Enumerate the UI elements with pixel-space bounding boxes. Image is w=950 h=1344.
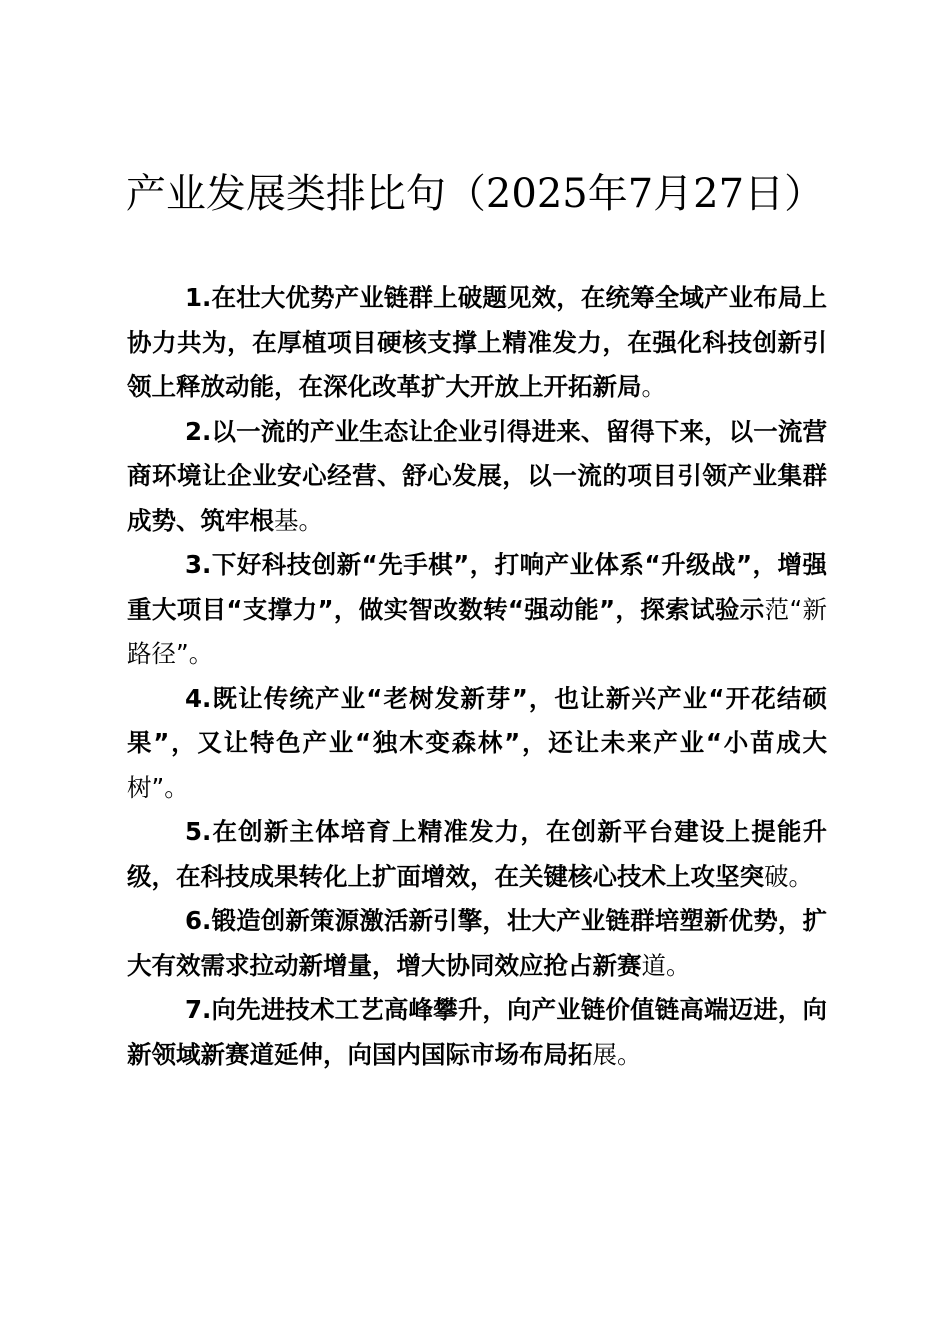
document-body: [127, 276, 827, 1077]
paragraph-tail: 破。: [764, 861, 813, 891]
paragraph-text: 下好科技创新“先手棋”，打响产业体系“升级战”，增强重大项目“支撑力”，做实智改数转“强动能”，探索试验示: [127, 550, 827, 624]
paragraph-number: 3.: [185, 550, 212, 579]
paragraph-number: 4.: [185, 683, 212, 713]
paragraph-number: 2.: [185, 416, 212, 446]
paragraph-text: 在创新主体培育上精准发力，在创新平台建设上提能升级，在科技成果转化上扩面增效，在关键核心技术上攻坚突: [127, 817, 827, 891]
paragraph-1: [127, 276, 827, 410]
paragraph-2: [127, 410, 827, 544]
paragraph-tail: 基。: [274, 505, 323, 535]
paragraph-number: 7.: [185, 995, 212, 1024]
paragraph-5: [127, 810, 827, 899]
paragraph-4: [127, 677, 827, 811]
paragraph-tail: 范“新路径”。: [127, 594, 828, 668]
paragraph-text: 既让传统产业“老树发新芽”，也让新兴产业“开花结硕果”，又让特色产业“独木变森林”，还让未来产业“小苗成大: [127, 683, 827, 757]
paragraph-text: 锻造创新策源激活新引擎，壮大产业链群培塑新优势，扩大有效需求拉动新增量，增大协同效应抢占新赛: [127, 906, 827, 980]
paragraph-tail: 。: [641, 372, 666, 401]
paragraph-6: [127, 899, 827, 988]
paragraph-number: 1.: [185, 283, 212, 312]
paragraph-text: 向先进技术工艺高峰攀升，向产业链价值链高端迈进，向新领域新赛道延伸，向国内国际市场布局拓: [127, 995, 827, 1069]
paragraph-number: 5.: [185, 817, 212, 846]
document-title: 产业发展类排比句（2025年7月27日）: [125, 171, 825, 217]
paragraph-tail: 道。: [641, 950, 691, 980]
paragraph-tail: 展。: [592, 1039, 642, 1069]
paragraph-text: 以一流的产业生态让企业引得进来、留得下来，以一流营商环境让企业安心经营、舒心发展，以一流的项目引领产业集群成势、筑牢根: [127, 416, 827, 535]
paragraph-text: 在壮大优势产业链群上破题见效，在统筹全域产业布局上协力共为，在厚植项目硬核支撑上精准发力，在强化科技创新引领上释放动能，在深化改革扩大开放上开拓新局: [127, 283, 827, 401]
paragraph-3: [127, 543, 827, 677]
paragraph-number: 6.: [185, 906, 212, 935]
paragraph-7: [127, 988, 827, 1077]
paragraph-tail: 树”。: [127, 772, 189, 802]
